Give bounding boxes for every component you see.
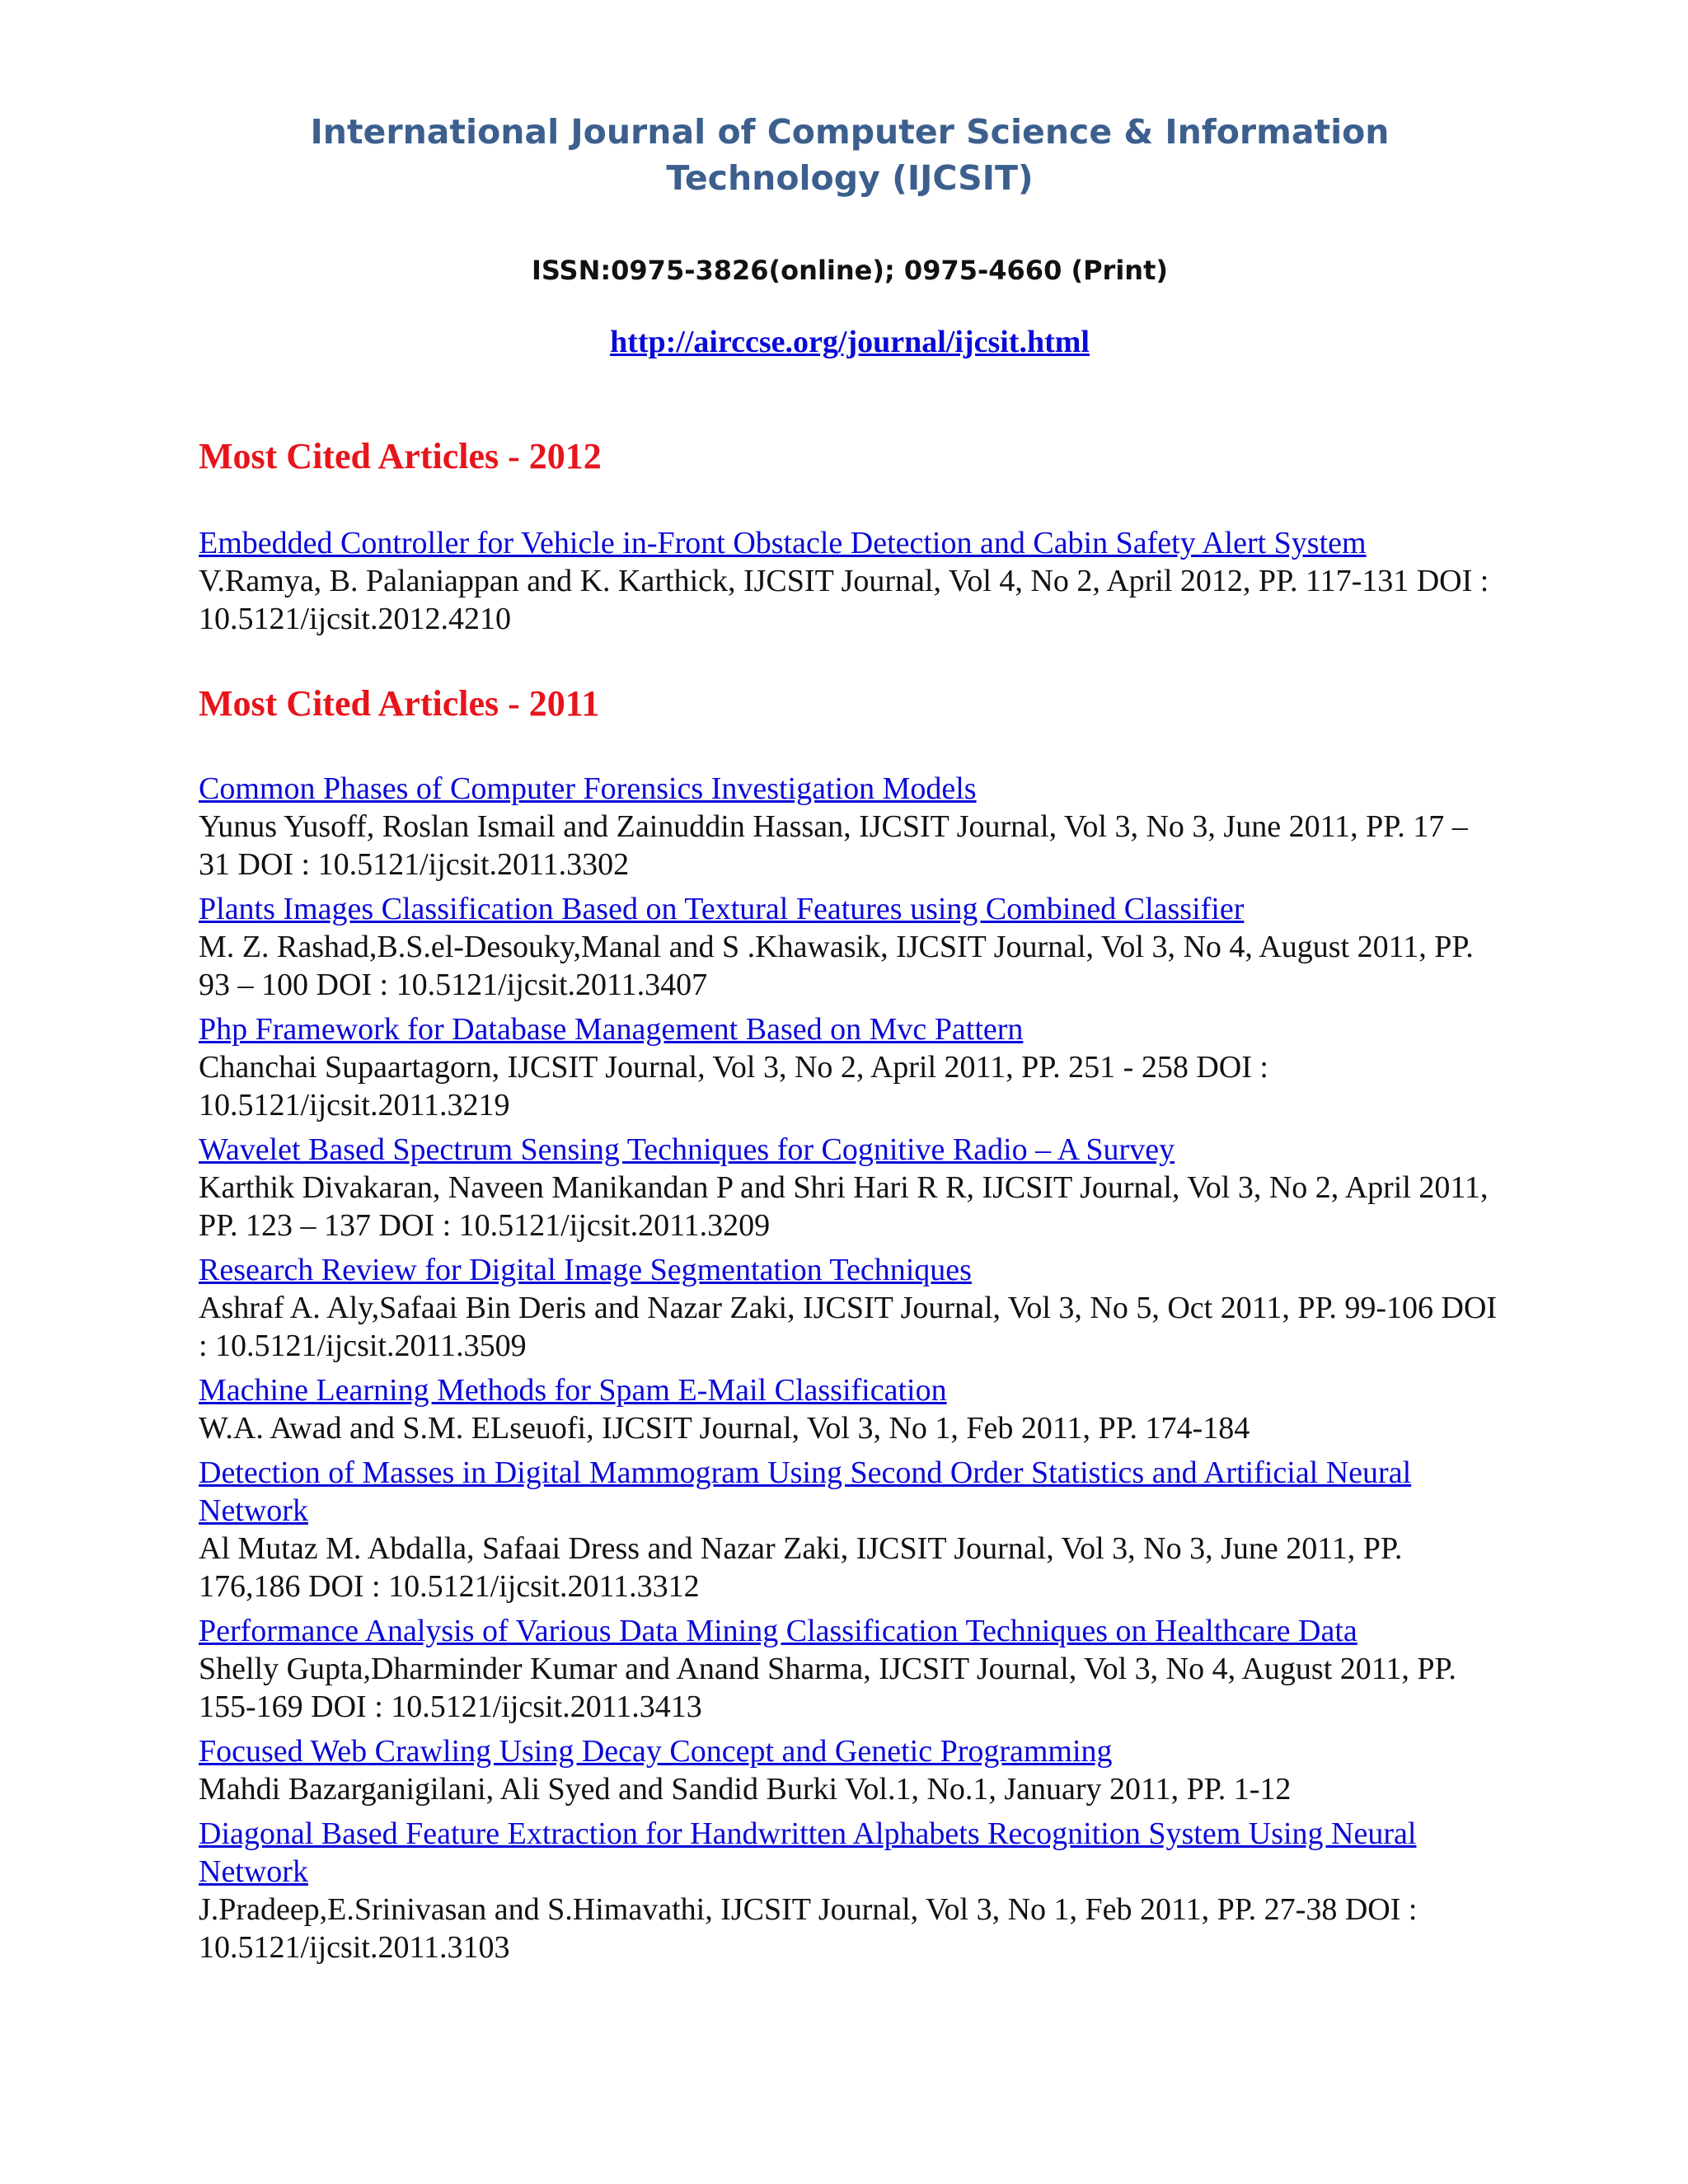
article-item — [199, 1815, 1501, 1966]
article-item — [199, 1454, 1501, 1605]
article-citation: J.Pradeep,E.Srinivasan and S.Himavathi, IJCSIT Journal, Vol 3, No 1, Feb 2011, PP. 27-38 DOI : 10.5121/ijcsit.2011.3103 — [199, 1892, 1418, 1965]
article-citation: M. Z. Rashad,B.S.el-Desouky,Manal and S .Khawasik, IJCSIT Journal, Vol 3, No 4, August 2011, PP. 93 – 100 DOI : 10.5121/ijcsit.2011.3407 — [199, 930, 1474, 1002]
article-citation: W.A. Awad and S.M. ELseuofi, IJCSIT Journal, Vol 3, No 1, Feb 2011, PP. 174-184 — [199, 1411, 1250, 1446]
article-title-link[interactable]: Embedded Controller for Vehicle in-Front Obstacle Detection and Cabin Safety Alert System — [199, 526, 1367, 560]
article-title-link[interactable]: Performance Analysis of Various Data Mining Classification Techniques on Healthcare Data — [199, 1614, 1357, 1648]
article-item — [199, 1010, 1501, 1124]
article-citation: Al Mutaz M. Abdalla, Safaai Dress and Nazar Zaki, IJCSIT Journal, Vol 3, No 3, June 2011, PP. 176,186 DOI : 10.5121/ijcsit.2011.3312 — [199, 1531, 1403, 1604]
journal-title: International Journal of Computer Science & Information Technology (IJCSIT) — [310, 112, 1390, 198]
article-title-link[interactable]: Wavelet Based Spectrum Sensing Techniques for Cognitive Radio – A Survey — [199, 1132, 1175, 1167]
article-item — [199, 1131, 1501, 1244]
article-citation: Karthik Divakaran, Naveen Manikandan P and Shri Hari R R, IJCSIT Journal, Vol 3, No 2, April 2011, PP. 123 – 137 DOI : 10.5121/ijcsit.2011.3209 — [199, 1170, 1489, 1243]
article-title-link[interactable]: Focused Web Crawling Using Decay Concept and Genetic Programming — [199, 1734, 1113, 1769]
article-title-link[interactable]: Php Framework for Database Management Based on Mvc Pattern — [199, 1012, 1024, 1047]
article-title-link[interactable]: Research Review for Digital Image Segmentation Techniques — [199, 1253, 972, 1287]
article-title-link[interactable]: Detection of Masses in Digital Mammogram Using Second Order Statistics and Artificial Neural Network — [199, 1455, 1412, 1528]
article-item — [199, 770, 1501, 883]
article-title-link[interactable]: Machine Learning Methods for Spam E-Mail Classification — [199, 1373, 947, 1408]
section-heading-2011: Most Cited Articles - 2011 — [199, 683, 600, 724]
issn-line: ISSN:0975-3826(online); 0975-4660 (Print) — [532, 255, 1168, 286]
article-title-link[interactable]: Plants Images Classification Based on Textural Features using Combined Classifier — [199, 892, 1245, 926]
article-item — [199, 524, 1501, 638]
article-item — [199, 1732, 1501, 1808]
article-item — [199, 1612, 1501, 1726]
article-list-2012 — [199, 524, 1501, 644]
journal-url-link[interactable]: http://airccse.org/journal/ijcsit.html — [610, 325, 1090, 359]
article-title-link[interactable]: Diagonal Based Feature Extraction for Handwritten Alphabets Recognition System Using Neural Network — [199, 1816, 1417, 1889]
article-item — [199, 890, 1501, 1004]
article-title-link[interactable]: Common Phases of Computer Forensics Investigation Models — [199, 771, 977, 806]
article-list-2011 — [199, 770, 1501, 1973]
article-item — [199, 1251, 1501, 1365]
article-citation: Shelly Gupta,Dharminder Kumar and Anand Sharma, IJCSIT Journal, Vol 3, No 4, August 2011, PP. 155-169 DOI : 10.5121/ijcsit.2011.3413 — [199, 1652, 1456, 1724]
article-citation: V.Ramya, B. Palaniappan and K. Karthick, IJCSIT Journal, Vol 4, No 2, April 2012, PP. 117-131 DOI : 10.5121/ijcsit.2012.4210 — [199, 564, 1489, 636]
article-item — [199, 1371, 1501, 1447]
article-citation: Mahdi Bazarganigilani, Ali Syed and Sandid Burki Vol.1, No.1, January 2011, PP. 1-12 — [199, 1772, 1292, 1807]
journal-url — [199, 323, 1501, 361]
article-citation: Ashraf A. Aly,Safaai Bin Deris and Nazar Zaki, IJCSIT Journal, Vol 3, No 5, Oct 2011, PP. 99-106 DOI : 10.5121/ijcsit.2011.3509 — [199, 1291, 1498, 1363]
section-heading-2012: Most Cited Articles - 2012 — [199, 436, 602, 476]
article-citation: Chanchai Supaartagorn, IJCSIT Journal, Vol 3, No 2, April 2011, PP. 251 - 258 DOI : 10.5121/ijcsit.2011.3219 — [199, 1050, 1268, 1122]
article-citation: Yunus Yusoff, Roslan Ismail and Zainuddin Hassan, IJCSIT Journal, Vol 3, No 3, June 2011, PP. 17 – 31 DOI : 10.5121/ijcsit.2011.3302 — [199, 809, 1468, 882]
